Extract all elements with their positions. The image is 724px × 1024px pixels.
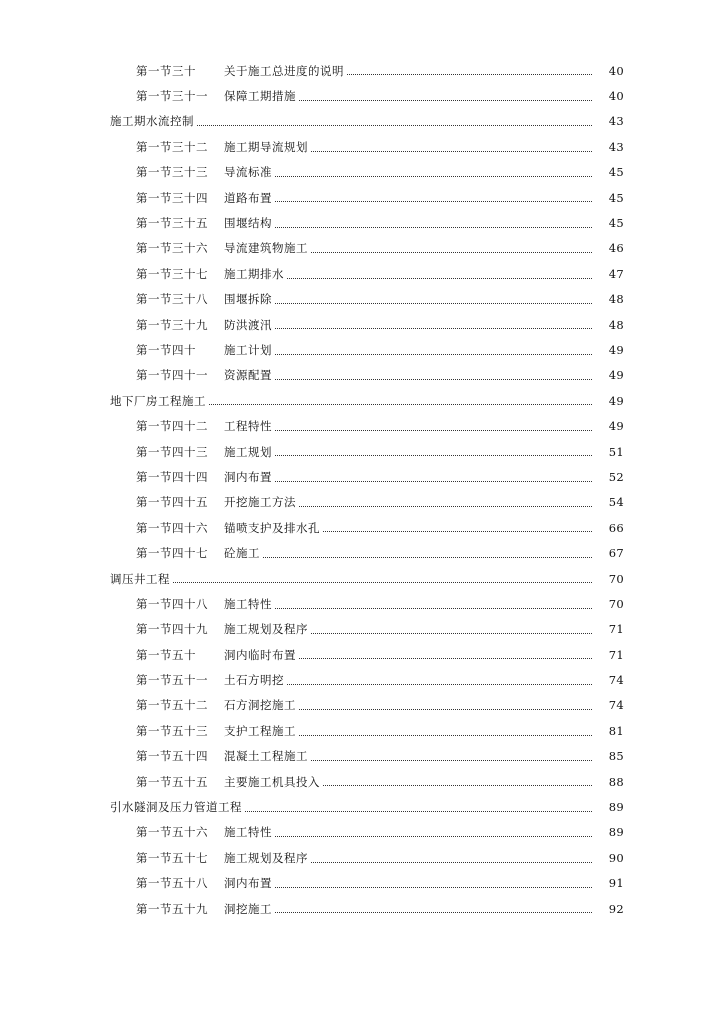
toc-section-number: 第一节三十二	[136, 139, 208, 154]
toc-section-number: 第一节三十五	[136, 216, 208, 231]
toc-section-entry[interactable]	[0, 490, 724, 515]
toc-page-number: 89	[608, 800, 624, 815]
toc-entry-title: 道路布置	[224, 190, 272, 205]
toc-page-number: 40	[608, 63, 624, 78]
toc-leader-dots	[299, 657, 592, 659]
toc-leader-dots	[299, 505, 592, 507]
toc-section-entry[interactable]	[0, 337, 724, 362]
toc-entry-title: 施工特性	[224, 825, 272, 840]
toc-entry-title: 施工规划及程序	[224, 850, 308, 865]
toc-section-number: 第一节五十三	[136, 723, 208, 738]
toc-leader-dots	[263, 556, 592, 558]
toc-leader-dots	[275, 607, 592, 609]
toc-section-entry[interactable]	[0, 769, 724, 794]
toc-page-number: 70	[608, 571, 624, 586]
toc-page-number: 54	[608, 495, 624, 510]
toc-entry-title: 施工规划	[224, 444, 272, 459]
toc-section-number: 第一节四十六	[136, 520, 208, 535]
toc-page-number: 71	[608, 622, 624, 637]
toc-section-number: 第一节五十六	[136, 825, 208, 840]
toc-page-number: 85	[608, 749, 624, 764]
toc-leader-dots	[275, 226, 592, 228]
toc-section-number: 第一节三十	[136, 63, 196, 78]
toc-section-entry[interactable]	[0, 413, 724, 438]
toc-section-entry[interactable]	[0, 540, 724, 565]
toc-entry-title: 导流标准	[224, 165, 272, 180]
toc-page-number: 49	[608, 342, 624, 357]
toc-section-number: 第一节三十一	[136, 89, 208, 104]
toc-page-number: 66	[608, 520, 624, 535]
toc-chapter-entry[interactable]	[0, 794, 724, 819]
toc-page-number: 74	[608, 698, 624, 713]
toc-entry-title: 砼施工	[224, 546, 260, 561]
toc-section-entry[interactable]	[0, 160, 724, 185]
toc-section-entry[interactable]	[0, 667, 724, 692]
toc-section-number: 第一节三十六	[136, 241, 208, 256]
toc-section-entry[interactable]	[0, 261, 724, 286]
toc-page-number: 92	[608, 901, 624, 916]
toc-leader-dots	[275, 302, 592, 304]
toc-page-number: 70	[608, 596, 624, 611]
toc-page-number: 48	[608, 292, 624, 307]
toc-section-number: 第一节五十二	[136, 698, 208, 713]
toc-section-number: 第一节五十九	[136, 901, 208, 916]
toc-leader-dots	[275, 429, 592, 431]
toc-leader-dots	[275, 835, 592, 837]
toc-section-number: 第一节四十	[136, 342, 196, 357]
toc-page-number: 71	[608, 647, 624, 662]
toc-page-number: 47	[608, 266, 624, 281]
toc-section-number: 第一节五十七	[136, 850, 208, 865]
toc-leader-dots	[245, 810, 592, 812]
toc-leader-dots	[275, 353, 592, 355]
toc-page-number: 45	[608, 165, 624, 180]
toc-section-entry[interactable]	[0, 185, 724, 210]
toc-entry-title: 石方洞挖施工	[224, 698, 296, 713]
toc-section-entry[interactable]	[0, 287, 724, 312]
toc-entry-title: 施工期导流规划	[224, 139, 308, 154]
toc-page-number: 49	[608, 419, 624, 434]
toc-entry-title: 工程特性	[224, 419, 272, 434]
toc-entry-title: 洞挖施工	[224, 901, 272, 916]
toc-section-number: 第一节四十八	[136, 596, 208, 611]
toc-entry-title: 地下厂房工程施工	[110, 393, 206, 408]
toc-page-number: 91	[608, 876, 624, 891]
toc-page-number: 90	[608, 850, 624, 865]
toc-page-number: 46	[608, 241, 624, 256]
toc-section-number: 第一节四十二	[136, 419, 208, 434]
toc-page-number: 43	[608, 114, 624, 129]
toc-entry-title: 主要施工机具投入	[224, 774, 320, 789]
toc-leader-dots	[287, 683, 592, 685]
toc-entry-title: 混凝土工程施工	[224, 749, 308, 764]
toc-section-number: 第一节四十三	[136, 444, 208, 459]
toc-section-entry[interactable]	[0, 363, 724, 388]
toc-section-number: 第一节四十五	[136, 495, 208, 510]
toc-leader-dots	[311, 861, 592, 863]
toc-section-number: 第一节三十四	[136, 190, 208, 205]
toc-page-number: 45	[608, 190, 624, 205]
toc-entry-title: 开挖施工方法	[224, 495, 296, 510]
toc-section-entry[interactable]	[0, 718, 724, 743]
toc-leader-dots	[299, 734, 592, 736]
toc-section-entry[interactable]	[0, 845, 724, 870]
toc-entry-title: 关于施工总进度的说明	[224, 63, 344, 78]
toc-section-entry[interactable]	[0, 312, 724, 337]
toc-leader-dots	[311, 251, 592, 253]
toc-entry-title: 施工规划及程序	[224, 622, 308, 637]
toc-leader-dots	[275, 200, 592, 202]
toc-page-number: 88	[608, 774, 624, 789]
toc-leader-dots	[275, 327, 592, 329]
toc-section-number: 第一节五十	[136, 647, 196, 662]
toc-page-number: 43	[608, 139, 624, 154]
toc-leader-dots	[209, 403, 592, 405]
toc-leader-dots	[173, 581, 592, 583]
toc-section-number: 第一节五十一	[136, 673, 208, 688]
toc-section-entry[interactable]	[0, 591, 724, 616]
toc-section-number: 第一节三十八	[136, 292, 208, 307]
toc-section-number: 第一节四十一	[136, 368, 208, 383]
toc-leader-dots	[323, 784, 592, 786]
toc-section-entry[interactable]	[0, 83, 724, 108]
toc-section-entry[interactable]	[0, 515, 724, 540]
toc-page-number: 81	[608, 723, 624, 738]
toc-entry-title: 施工计划	[224, 342, 272, 357]
toc-section-entry[interactable]	[0, 210, 724, 235]
toc-section-number: 第一节四十四	[136, 469, 208, 484]
toc-page-number: 51	[608, 444, 624, 459]
toc-page-number: 74	[608, 673, 624, 688]
toc-leader-dots	[275, 454, 592, 456]
toc-page-number: 89	[608, 825, 624, 840]
toc-entry-title: 引水隧洞及压力管道工程	[110, 800, 242, 815]
toc-section-entry[interactable]	[0, 744, 724, 769]
toc-section-entry[interactable]	[0, 58, 724, 83]
toc-entry-title: 围堰结构	[224, 216, 272, 231]
toc-entry-title: 锚喷支护及排水孔	[224, 520, 320, 535]
toc-section-number: 第一节三十九	[136, 317, 208, 332]
toc-leader-dots	[275, 378, 592, 380]
toc-entry-title: 洞内临时布置	[224, 647, 296, 662]
toc-entry-title: 保障工期措施	[224, 89, 296, 104]
toc-section-entry[interactable]	[0, 871, 724, 896]
toc-entry-title: 土石方明挖	[224, 673, 284, 688]
table-of-contents	[0, 58, 724, 921]
toc-entry-title: 施工期水流控制	[110, 114, 194, 129]
toc-section-number: 第一节五十八	[136, 876, 208, 891]
toc-entry-title: 洞内布置	[224, 469, 272, 484]
toc-entry-title: 调压井工程	[110, 571, 170, 586]
toc-page-number: 49	[608, 368, 624, 383]
toc-page-number: 40	[608, 89, 624, 104]
toc-entry-title: 资源配置	[224, 368, 272, 383]
toc-section-entry[interactable]	[0, 617, 724, 642]
toc-chapter-entry[interactable]	[0, 388, 724, 413]
toc-leader-dots	[299, 99, 592, 101]
toc-section-number: 第一节三十七	[136, 266, 208, 281]
toc-section-entry[interactable]	[0, 464, 724, 489]
toc-section-number: 第一节五十五	[136, 774, 208, 789]
toc-entry-title: 支护工程施工	[224, 723, 296, 738]
toc-section-entry[interactable]	[0, 896, 724, 921]
toc-section-entry[interactable]	[0, 820, 724, 845]
toc-leader-dots	[311, 150, 592, 152]
toc-entry-title: 施工特性	[224, 596, 272, 611]
toc-section-number: 第一节三十三	[136, 165, 208, 180]
toc-leader-dots	[287, 277, 592, 279]
toc-leader-dots	[311, 632, 592, 634]
toc-entry-title: 围堰拆除	[224, 292, 272, 307]
toc-page-number: 67	[608, 546, 624, 561]
toc-section-entry[interactable]	[0, 642, 724, 667]
toc-page-number: 45	[608, 216, 624, 231]
toc-leader-dots	[197, 124, 592, 126]
toc-section-number: 第一节四十七	[136, 546, 208, 561]
toc-page-number: 52	[608, 469, 624, 484]
toc-section-entry[interactable]	[0, 134, 724, 159]
toc-section-entry[interactable]	[0, 693, 724, 718]
toc-leader-dots	[275, 480, 592, 482]
toc-leader-dots	[311, 759, 592, 761]
toc-leader-dots	[275, 911, 592, 913]
toc-entry-title: 洞内布置	[224, 876, 272, 891]
toc-page-number: 48	[608, 317, 624, 332]
toc-section-number: 第一节四十九	[136, 622, 208, 637]
toc-section-entry[interactable]	[0, 236, 724, 261]
toc-entry-title: 施工期排水	[224, 266, 284, 281]
toc-page-number: 49	[608, 393, 624, 408]
toc-leader-dots	[347, 73, 592, 75]
toc-leader-dots	[275, 175, 592, 177]
toc-section-number: 第一节五十四	[136, 749, 208, 764]
toc-entry-title: 防洪渡汛	[224, 317, 272, 332]
toc-entry-title: 导流建筑物施工	[224, 241, 308, 256]
toc-leader-dots	[299, 708, 592, 710]
toc-chapter-entry[interactable]	[0, 109, 724, 134]
toc-leader-dots	[323, 530, 592, 532]
toc-leader-dots	[275, 886, 592, 888]
toc-chapter-entry[interactable]	[0, 566, 724, 591]
toc-section-entry[interactable]	[0, 439, 724, 464]
